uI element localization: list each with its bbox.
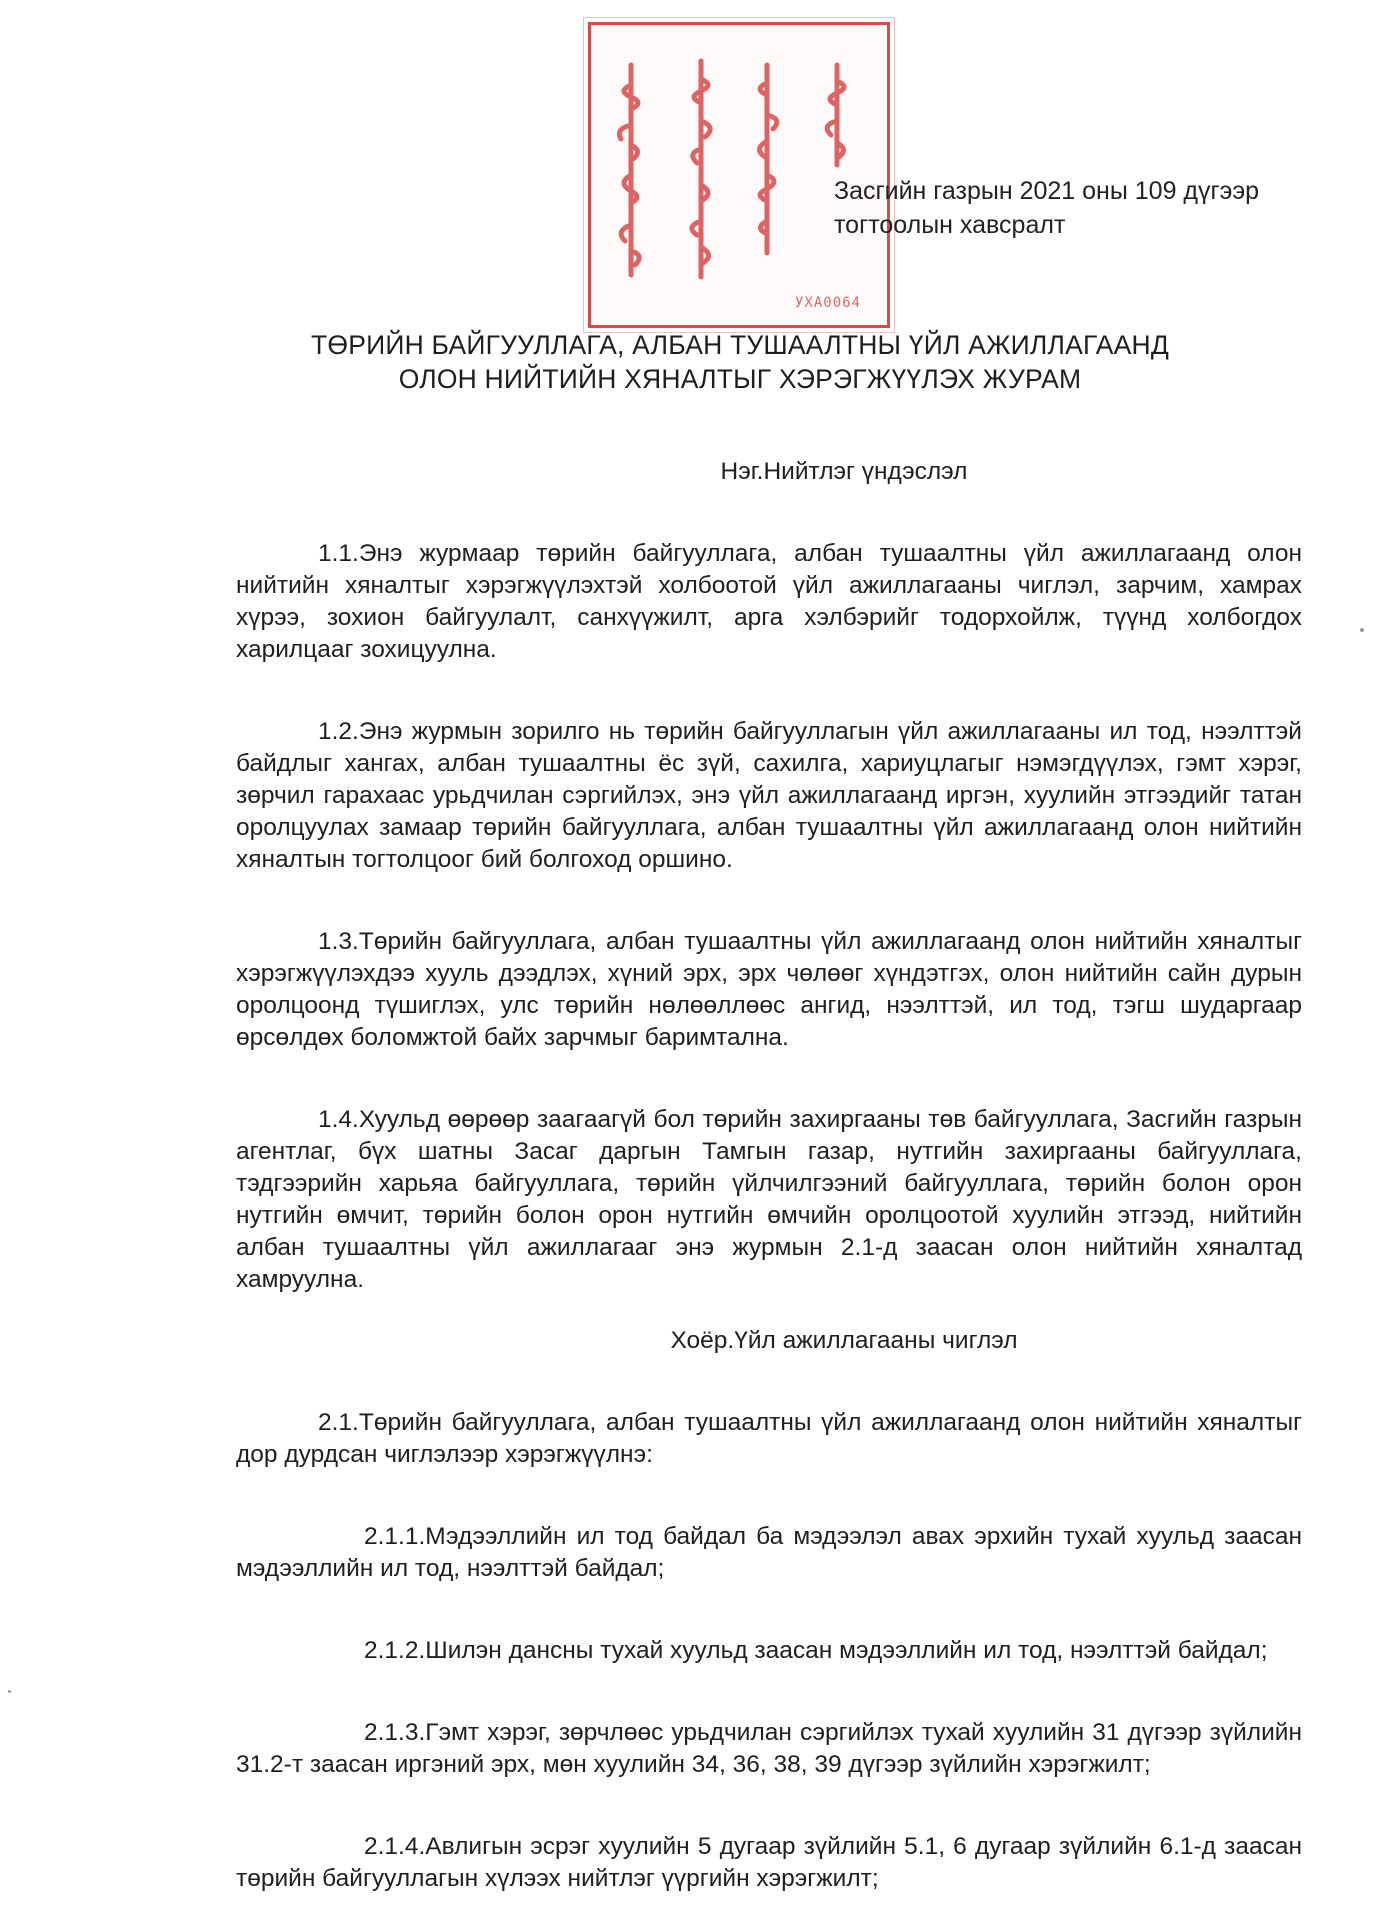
paragraph-1-1: 1.1.Энэ журмаар төрийн байгууллага, албан тушаалтны үйл ажиллагаанд олон нийтийн хяналтыг хэрэгжүүлэхтэй холбоотой үйл ажиллагааны чиглэл, зарчим, хамрах хүрээ, зохион байгуулалт, санхүүжилт, арга хэлбэрийг тодорхойлж, түүнд холбогдох харилцааг зохицуулна.	[236, 540, 1302, 663]
chapter-heading-2: Хоёр.Үйл ажиллагааны чиглэл	[670, 1327, 1018, 1354]
chapter-heading-1: Нэг.Нийтлэг үндэслэл	[720, 458, 968, 485]
paragraph-2-1-1: 2.1.1.Мэдээллийн ил тод байдал ба мэдээлэл авах эрхийн тухай хуульд заасан мэдээллийн ил тод, нээлттэй байдал;	[236, 1523, 1302, 1582]
paragraph-2-1-2: 2.1.2.Шилэн дансны тухай хуульд заасан мэдээллийн ил тод, нээлттэй байдал;	[364, 1637, 1268, 1664]
annex-note-line1: Засгийн газрын 2021 оны 109 дүгээр	[834, 177, 1260, 205]
scan-speck	[8, 1690, 11, 1693]
scan-speck	[1360, 628, 1364, 632]
annex-note	[834, 174, 1314, 242]
paragraph-2-1: 2.1.Төрийн байгууллага, албан тушаалтны үйл ажиллагаанд олон нийтийн хяналтыг дор дурдсан чиглэлээр хэрэгжүүлнэ:	[236, 1409, 1302, 1468]
title-line2: ОЛОН НИЙТИЙН ХЯНАЛТЫГ ХЭРЭГЖҮҮЛЭХ ЖУРАМ	[398, 364, 1082, 394]
paragraph-1-2: 1.2.Энэ журмын зорилго нь төрийн байгууллагын үйл ажиллагааны ил тод, нээлттэй байдлыг хангах, албан тушаалтны ёс зүй, сахилга, хариуцлагыг нэмэгдүүлэх, гэмт хэрэг, зөрчил гарахаас урьдчилан сэргийлэх, энэ үйл ажиллагаанд иргэн, хуулийн этгээдийг татан оролцуулах замаар төрийн байгууллага, албан тушаалтны үйл ажиллагаанд олон нийтийн хяналтын тогтолцоог бий болгоход оршино.	[236, 718, 1302, 873]
paragraph-2-1-3: 2.1.3.Гэмт хэрэг, зөрчлөөс урьдчилан сэргийлэх тухай хуулийн 31 дүгээр зүйлийн 31.2-т заасан иргэний эрх, мөн хуулийн 34, 36, 38, 39 дүгээр зүйлийн хэрэгжилт;	[236, 1719, 1302, 1778]
paragraph-1-3: 1.3.Төрийн байгууллага, албан тушаалтны үйл ажиллагаанд олон нийтийн хяналтыг хэрэгжүүлэхдээ хууль дээдлэх, хүний эрх, эрх чөлөөг хүндэтгэх, олон нийтийн сайн дурын оролцоонд түшиглэх, улс төрийн нөлөөллөөс ангид, нээлттэй, ил тод, тэгш шударгаар өрсөлдөх боломжтой байх зарчмыг баримтална.	[236, 928, 1302, 1051]
title-line1: ТӨРИЙН БАЙГУУЛЛАГА, АЛБАН ТУШААЛТНЫ ҮЙЛ АЖИЛЛАГААНД	[311, 330, 1169, 360]
paragraph-2-1-4: 2.1.4.Авлигын эсрэг хуулийн 5 дугаар зүйлийн 5.1, 6 дугаар зүйлийн 6.1-д заасан төрийн байгууллагын хүлээх нийтлэг үүргийн хэрэгжилт;	[236, 1833, 1302, 1892]
seal-code: УХА0064	[794, 295, 861, 311]
paragraph-1-4: 1.4.Хуульд өөрөөр заагаагүй бол төрийн захиргааны төв байгууллага, Засгийн газрын агентлаг, бүх шатны Засаг даргын Тамгын газар, нутгийн захиргааны байгууллага, тэдгээрийн харьяа байгууллага, төрийн үйлчилгээний байгууллага, төрийн болон орон нутгийн өмчит, төрийн болон орон нутгийн өмчийн оролцоотой хуулийн этгээд, нийтийн албан тушаалтны үйл ажиллагааг энэ журмын 2.1-д заасан олон нийтийн хяналтад хамруулна.	[236, 1106, 1302, 1293]
annex-note-line2: тогтоолын хавсралт	[834, 211, 1066, 239]
document-body	[236, 456, 1302, 1895]
document-title	[240, 328, 1240, 396]
